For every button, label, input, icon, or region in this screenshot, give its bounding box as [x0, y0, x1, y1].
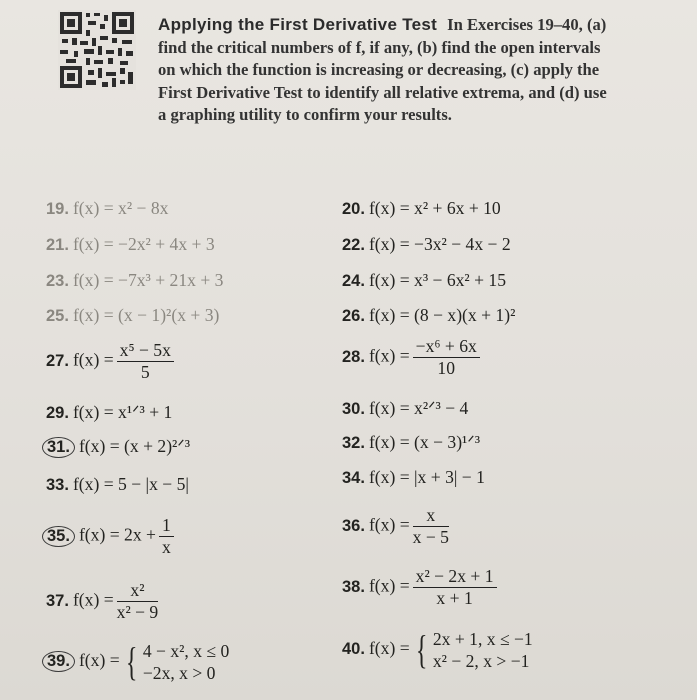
exercise-lhs: f(x) = [72, 589, 114, 610]
case-two: x² − 2, x > −1 [432, 651, 530, 671]
circled-exercise-number: 31. [42, 437, 75, 458]
exercise-number: 37. [46, 591, 69, 610]
exercise-expression: f(x) = x² − 8x [72, 198, 169, 218]
exercise-21 [46, 234, 215, 255]
exercise-lhs: f(x) = [368, 514, 410, 535]
piecewise-cases [433, 628, 533, 672]
exercise-34 [342, 467, 485, 488]
exercise-expression: f(x) = (x − 1)²(x + 3) [72, 305, 220, 325]
exercise-lhs: f(x) = [78, 650, 120, 671]
circled-exercise-number: 35. [42, 526, 75, 547]
exercise-lhs: f(x) = [72, 349, 114, 370]
exercise-number: 30. [342, 400, 365, 418]
exercise-30 [342, 398, 468, 419]
exercise-expression: f(x) = x³ − 6x² + 15 [368, 270, 507, 290]
exercise-number: 34. [342, 469, 365, 487]
exercise-number: 36. [342, 516, 365, 535]
exercise-expression: f(x) = −3x² − 4x − 2 [368, 234, 511, 254]
exercise-29 [46, 402, 172, 423]
exercise-number: 26. [342, 307, 365, 325]
exercise-lhs: f(x) = [368, 575, 410, 596]
exercise-number: 40. [342, 640, 365, 659]
exercise-37 [46, 580, 161, 623]
numerator: 1 [159, 515, 174, 537]
exercise-number: 20. [342, 200, 365, 218]
exercise-39 [42, 640, 229, 684]
exercise-32 [342, 432, 480, 453]
exercise-lhs: f(x) = [368, 345, 410, 366]
piecewise-brace: { [125, 639, 138, 684]
denominator: x² − 9 [116, 602, 159, 622]
exercise-20 [342, 198, 501, 219]
exercise-expression: f(x) = |x + 3| − 1 [368, 467, 485, 487]
numerator: x⁵ − 5x [117, 340, 174, 362]
exercise-27 [46, 340, 177, 383]
exercise-expression: f(x) = −2x² + 4x + 3 [72, 234, 215, 254]
denominator: 5 [140, 362, 150, 382]
exercise-expression: f(x) = (x − 3)¹ᐟ³ [368, 432, 481, 452]
fraction [117, 340, 174, 383]
exercise-number: 25. [46, 307, 69, 325]
denominator: x + 1 [436, 588, 473, 608]
exercise-number: 38. [342, 577, 365, 596]
exercise-lhs: f(x) = 2x + [78, 524, 156, 545]
fraction [117, 580, 159, 623]
denominator: x [161, 537, 171, 557]
section-header [158, 14, 618, 127]
exercise-28 [342, 336, 483, 379]
exercise-22 [342, 234, 511, 255]
numerator: −x⁶ + 6x [413, 336, 480, 358]
exercise-number: 19. [46, 200, 69, 218]
exercise-expression: f(x) = (x + 2)²ᐟ³ [78, 436, 191, 456]
numerator: x [413, 505, 449, 527]
exercise-36 [342, 505, 452, 548]
denominator: 10 [437, 358, 456, 378]
exercise-number: 24. [342, 272, 365, 290]
exercise-25 [46, 305, 219, 326]
exercise-expression: f(x) = x²ᐟ³ − 4 [368, 398, 469, 418]
case-one: 4 − x², x ≤ 0 [142, 641, 230, 661]
circled-exercise-number: 39. [42, 651, 75, 672]
exercise-expression: f(x) = −7x³ + 21x + 3 [72, 270, 224, 290]
exercise-lhs: f(x) = [368, 638, 410, 659]
exercise-19 [46, 198, 168, 219]
exercise-24 [342, 270, 506, 291]
exercise-33 [46, 474, 189, 495]
exercise-expression: f(x) = 5 − |x − 5| [72, 474, 189, 494]
piecewise-cases [143, 640, 229, 684]
exercise-number: 22. [342, 236, 365, 254]
exercise-number: 28. [342, 347, 365, 366]
exercise-35 [42, 515, 177, 558]
exercise-expression: f(x) = x¹ᐟ³ + 1 [72, 402, 173, 422]
exercise-number: 21. [46, 236, 69, 254]
exercise-number: 27. [46, 351, 69, 370]
exercise-26 [342, 305, 515, 326]
denominator: x − 5 [412, 527, 449, 547]
exercise-number: 33. [46, 476, 69, 494]
fraction [413, 336, 480, 379]
exercise-expression: f(x) = x² + 6x + 10 [368, 198, 501, 218]
fraction [159, 515, 174, 558]
exercise-31 [42, 436, 190, 458]
exercise-38 [342, 566, 500, 609]
numerator: x² [117, 580, 159, 602]
exercise-40 [342, 628, 533, 672]
case-one: 2x + 1, x ≤ −1 [432, 629, 533, 649]
piecewise-brace: { [415, 627, 428, 672]
fraction [413, 505, 449, 548]
exercise-number: 29. [46, 404, 69, 422]
instructions-text: In Exercises 19–40, (a) find the critical numbers of f, if any, (b) find the open intervals on which the function is increasing or decreasing, (c) apply the First Derivative Test to identify all relative extrema, and (d) use a graphing utility to confirm your results. [158, 15, 607, 124]
exercise-expression: f(x) = (8 − x)(x + 1)² [368, 305, 516, 325]
fraction [413, 566, 497, 609]
exercise-number: 23. [46, 272, 69, 290]
case-two: −2x, x > 0 [142, 663, 216, 683]
exercise-23 [46, 270, 223, 291]
qr-code [58, 10, 136, 90]
section-title: Applying the First Derivative Test [158, 15, 438, 34]
exercise-number: 32. [342, 434, 365, 452]
numerator: x² − 2x + 1 [413, 566, 497, 588]
